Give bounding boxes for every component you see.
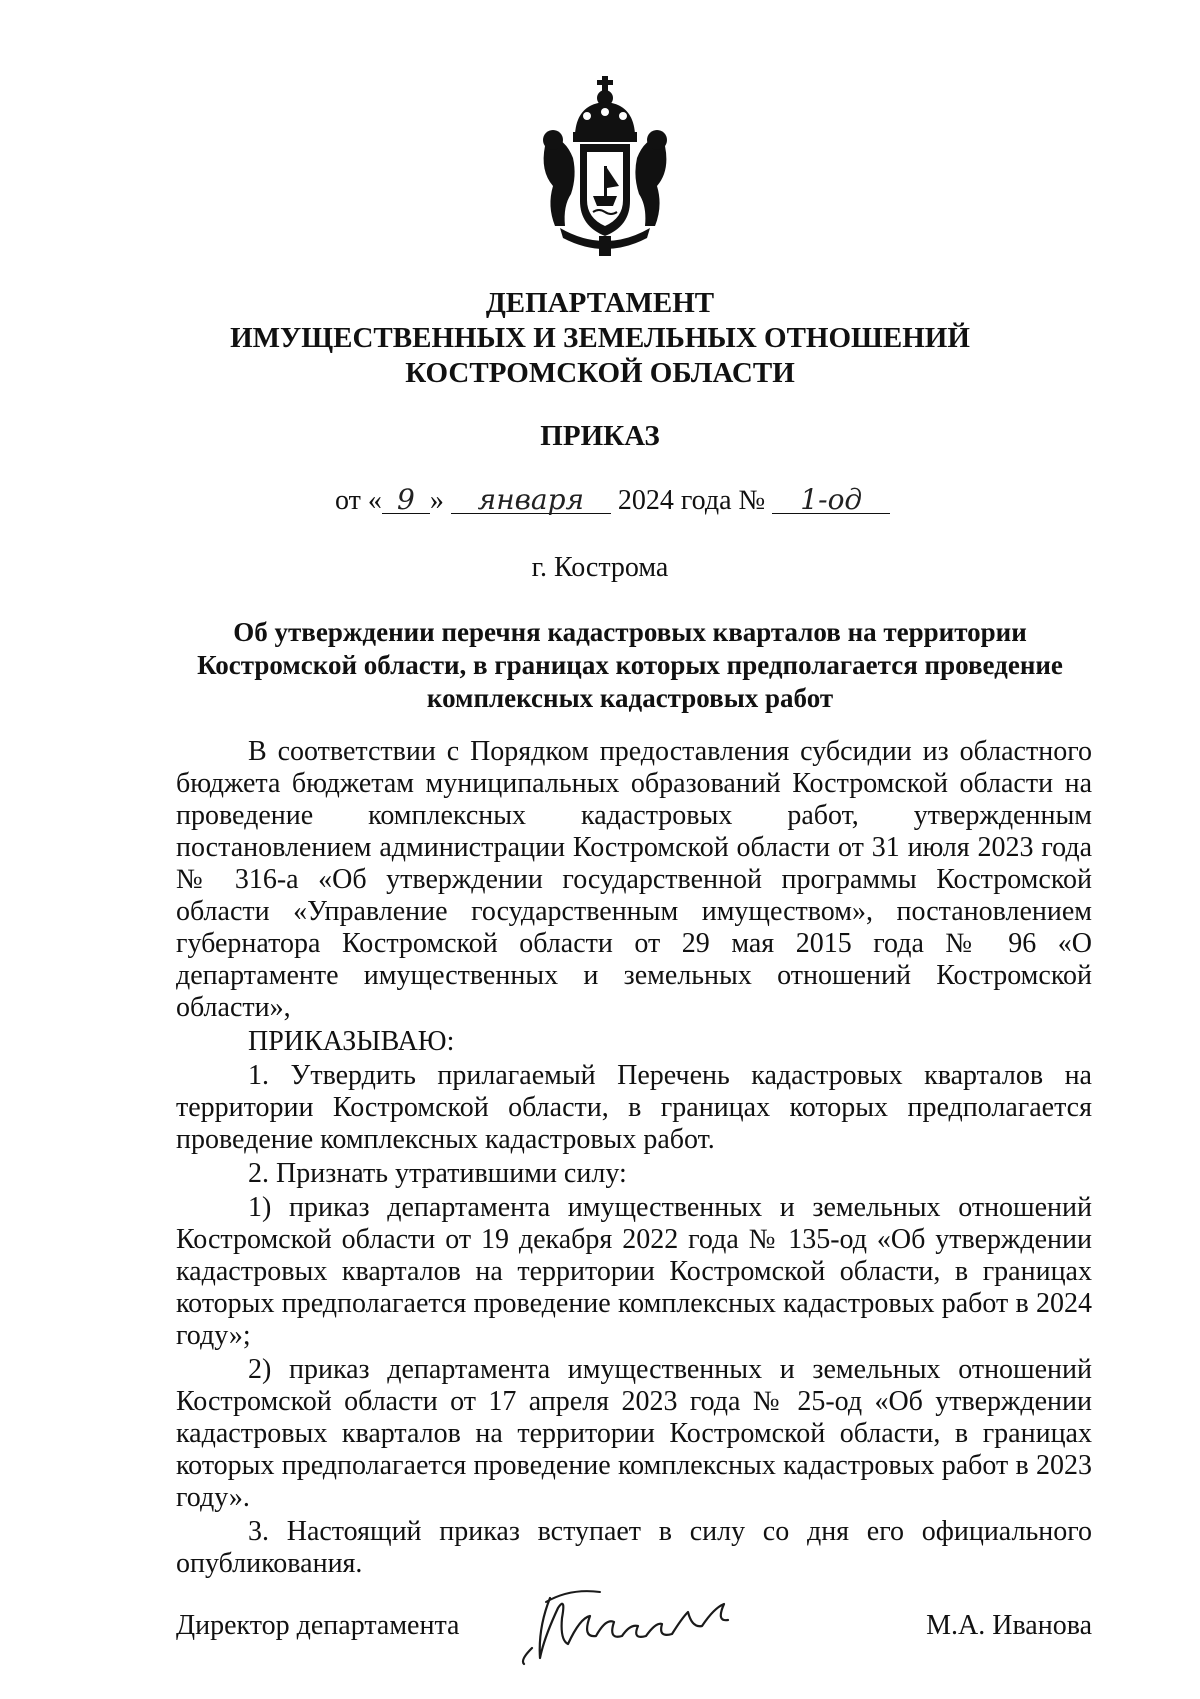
header-line-2: ИМУЩЕСТВЕННЫХ И ЗЕМЕЛЬНЫХ ОТНОШЕНИЙ <box>230 322 970 354</box>
order-directive: ПРИКАЗЫВАЮ: <box>248 1026 455 1057</box>
handwritten-month: января <box>451 487 611 514</box>
signatory-title: Директор департамента <box>176 1610 460 1641</box>
subject-line-2: Костромской области, в границах которых предполагается проведение <box>197 650 1063 680</box>
date-quote-close: » <box>429 485 444 516</box>
clause-2-item-1: 1) приказ департамента имущественных и земельных отношений Костромской области от 19 декабря 2022 года № 135-од «Об утверждении кадастровых кварталов на территории Костромской области, в границах которых предполагается проведение комплексных кадастровых работ в 2024 году»; <box>176 1192 1092 1351</box>
handwritten-signature <box>510 1578 770 1668</box>
date-year: 2024 года <box>617 485 732 516</box>
number-sign: № <box>738 485 766 516</box>
header-line-3: КОСТРОМСКОЙ ОБЛАСТИ <box>405 357 795 389</box>
preamble-paragraph: В соответствии с Порядком предоставления субсидии из областного бюджета бюджетам муниципальных образований Костромской области на проведение комплексных кадастровых работ, утвержденным постановлением администрации Костромской области от 31 июля 2023 года № 316-а «Об утверждении государственной программы Костромской области «Управление государственным имуществом», постановлением губернатора Костромской области от 29 мая 2015 года № 96 «О департаменте имущественных и земельных отношений Костромской области», <box>176 736 1092 1023</box>
header-line-1: ДЕПАРТАМЕНТ <box>485 287 715 319</box>
subject-line-1: Об утверждении перечня кадастровых кварталов на территории <box>233 617 1027 647</box>
city-line: г. Кострома <box>531 552 669 583</box>
clause-3: 3. Настоящий приказ вступает в силу со дня его официального опубликования. <box>176 1516 1092 1579</box>
date-prefix: от « <box>335 485 382 516</box>
clause-2-item-2: 2) приказ департамента имущественных и земельных отношений Костромской области от 17 апреля 2023 года № 25-од «Об утверждении кадастровых кварталов на территории Костромской области, в границах которых предполагается проведение комплексных кадастровых работ в 2023 году». <box>176 1354 1092 1513</box>
handwritten-day: 9 <box>382 487 430 514</box>
clause-1: 1. Утвердить прилагаемый Перечень кадастровых кварталов на территории Костромской области, в границах которых предполагается проведение комплексных кадастровых работ. <box>176 1060 1092 1155</box>
department-header <box>180 286 1020 391</box>
coat-of-arms-icon <box>535 76 675 256</box>
order-body <box>176 736 1092 1580</box>
handwritten-number: 1-од <box>772 487 890 514</box>
signatory-name: М.А. Иванова <box>926 1610 1092 1641</box>
order-subject <box>170 616 1090 715</box>
subject-line-3: комплексных кадастровых работ <box>426 683 834 713</box>
date-line <box>335 485 890 517</box>
document-type-title: ПРИКАЗ <box>540 420 660 452</box>
clause-2: 2. Признать утратившими силу: <box>248 1158 627 1189</box>
